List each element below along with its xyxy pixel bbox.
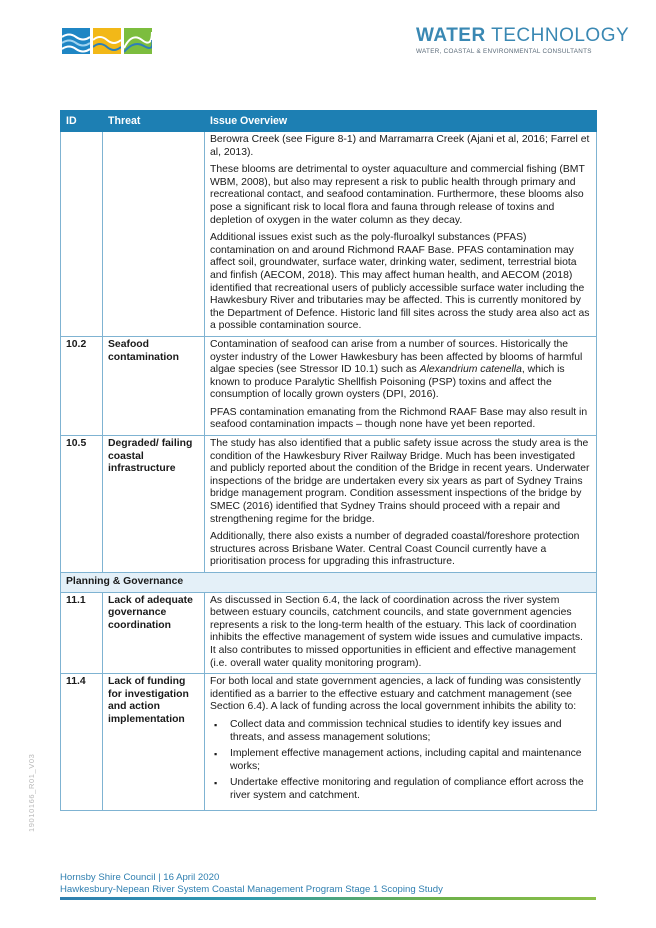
row-id-cell: 11.4 bbox=[61, 674, 103, 810]
bullet-item: ▪ Implement effective management actions, including capital and maintenance works; bbox=[210, 748, 591, 773]
bullet-item: ▪ Undertake effective monitoring and regulation of compliance effort across the river system and catchment. bbox=[210, 777, 591, 802]
row-issue-cell bbox=[205, 674, 597, 810]
header-id: ID bbox=[61, 111, 103, 132]
header-threat: Threat bbox=[103, 111, 205, 132]
coast-logo-icon bbox=[93, 28, 121, 54]
issue-paragraph: PFAS contamination emanating from the Richmond RAAF Base may also result in seafood contamination impacts – though none have yet been reported. bbox=[210, 406, 588, 431]
document-code: 19010166_R01_V03 bbox=[27, 753, 36, 832]
brand-logo bbox=[416, 25, 630, 55]
row-id-cell: 10.2 bbox=[61, 336, 103, 435]
row-id-cell: 10.5 bbox=[61, 436, 103, 573]
row-threat-cell: Degraded/ failing coastal infrastructure bbox=[103, 436, 205, 573]
issue-text: , which is known to produce Paralytic Shellfish Poisoning (PSP) toxins and affect the consumption of locally grown oysters (DPI, 2016). bbox=[210, 364, 565, 401]
bullet-item: ▪ Collect data and commission technical studies to identify key issues and threats, and assess management solutions; bbox=[210, 719, 591, 744]
issue-paragraph: Additional issues exist such as the poly-fluroalkyl substances (PFAS) contamination on and around Richmond RAAF Base. PFAS contamination may affect soil, groundwater, surface water, drinking water, sediment, terrestrial biota and finfish (AECOM, 2018). This may affect human health, and AECOM (2018) identified that recreational users of publicly accessible surface water including the Hawkesbury River and tributaries may be affected. This is currently monitored by the Department of Defence. Historic land fill sites across the study area also act as a possible contamination source. bbox=[210, 232, 590, 332]
row-issue-cell bbox=[205, 336, 597, 435]
issue-paragraph: Additionally, there also exists a number of degraded coastal/foreshore protection structures across Brisbane Water. Central Coast Council currently have a prioritisation process for upgrading this infrastructure. bbox=[210, 531, 580, 568]
issue-paragraph: As discussed in Section 6.4, the lack of coordination across the river system between estuary councils, catchment councils, and state government agencies represents a risk to the long-term health of the estuary. This lack of coordination inhibits the effective management of system wide issues and cumulative impacts. It also contributes to missed opportunities in efficient and effective management (i.e. overall water quality monitoring program). bbox=[210, 594, 583, 669]
footer-project-title: Hawkesbury-Nepean River System Coastal Management Program Stage 1 Scoping Study bbox=[60, 883, 443, 895]
header-issue-overview: Issue Overview bbox=[205, 111, 597, 132]
issue-paragraph: The study has also identified that a public safety issue across the study area is the condition of the Hawkesbury River Railway Bridge. Much has been investigated and publicly reported about the condition of the Bridge in recent years. Underwater inspections of the bridge are undertaken every six years as part of Sydney Trains bridge management program. Condition assessment inspections of the bridge by SMEC (2016) identified that Sydney Trains should proceed with a repair and strengthening regime for the bridge. bbox=[210, 438, 590, 525]
row-threat-cell: Lack of adequate governance coordination bbox=[103, 592, 205, 674]
footer bbox=[60, 872, 443, 895]
footer-divider bbox=[60, 897, 596, 900]
issue-paragraph bbox=[210, 339, 591, 402]
issue-paragraph: These blooms are detrimental to oyster aquaculture and commercial fishing (BMT WBM, 2008), but also may represent a risk to public health through primary and recreational contact, and seafood contamination. Furthermore, these blooms also pose a significant risk to local flora and fauna through release of toxins and depletion of oxygen in the water column as they decay. bbox=[210, 164, 585, 226]
row-threat-cell: Lack of funding for investigation and action implementation bbox=[103, 674, 205, 810]
row-issue-cell bbox=[205, 436, 597, 573]
brand-name-light: TECHNOLOGY bbox=[491, 25, 630, 46]
brand-name-bold: WATER bbox=[416, 25, 486, 46]
table-row bbox=[61, 674, 597, 810]
issue-paragraph: For both local and state government agencies, a lack of funding was consistently identified as a barrier to the effective estuary and catchment management (see Section 6.4). A lack of funding across the local government inhibits the ability to: bbox=[210, 676, 581, 713]
row-issue-cell bbox=[205, 592, 597, 674]
table-row bbox=[61, 336, 597, 435]
row-id-cell bbox=[61, 132, 103, 337]
bullet-list bbox=[210, 719, 591, 803]
footer-client-date: Hornsby Shire Council | 16 April 2020 bbox=[60, 872, 220, 883]
issue-text: Contamination of seafood can arise from a number of sources. Historically the oyster industry of the Lower Hawkesbury has been affected by blooms of harmful algae species (see Stressor ID 10.1) such as bbox=[210, 338, 583, 376]
threats-table bbox=[60, 110, 597, 811]
brand-tagline: WATER, COASTAL & ENVIRONMENTAL CONSULTANTS bbox=[416, 48, 592, 55]
section-row bbox=[61, 573, 597, 593]
table-row bbox=[61, 592, 597, 674]
species-name: Alexandrium catenella bbox=[419, 364, 522, 376]
section-title: Planning & Governance bbox=[61, 573, 597, 593]
row-issue-cell bbox=[205, 132, 597, 337]
row-threat-cell bbox=[103, 132, 205, 337]
brand-name bbox=[416, 25, 630, 46]
issue-paragraph: Berowra Creek (see Figure 8-1) and Marramarra Creek (Ajani et al, 2016; Farrel et al, 2013). bbox=[210, 134, 590, 158]
row-threat-cell: Seafood contamination bbox=[103, 336, 205, 435]
table-row bbox=[61, 132, 597, 337]
table-row bbox=[61, 436, 597, 573]
environment-logo-icon bbox=[124, 28, 152, 54]
water-logo-icon bbox=[62, 28, 90, 54]
logo-icons bbox=[62, 28, 154, 54]
row-id-cell: 11.1 bbox=[61, 592, 103, 674]
table-header-row bbox=[61, 111, 597, 132]
